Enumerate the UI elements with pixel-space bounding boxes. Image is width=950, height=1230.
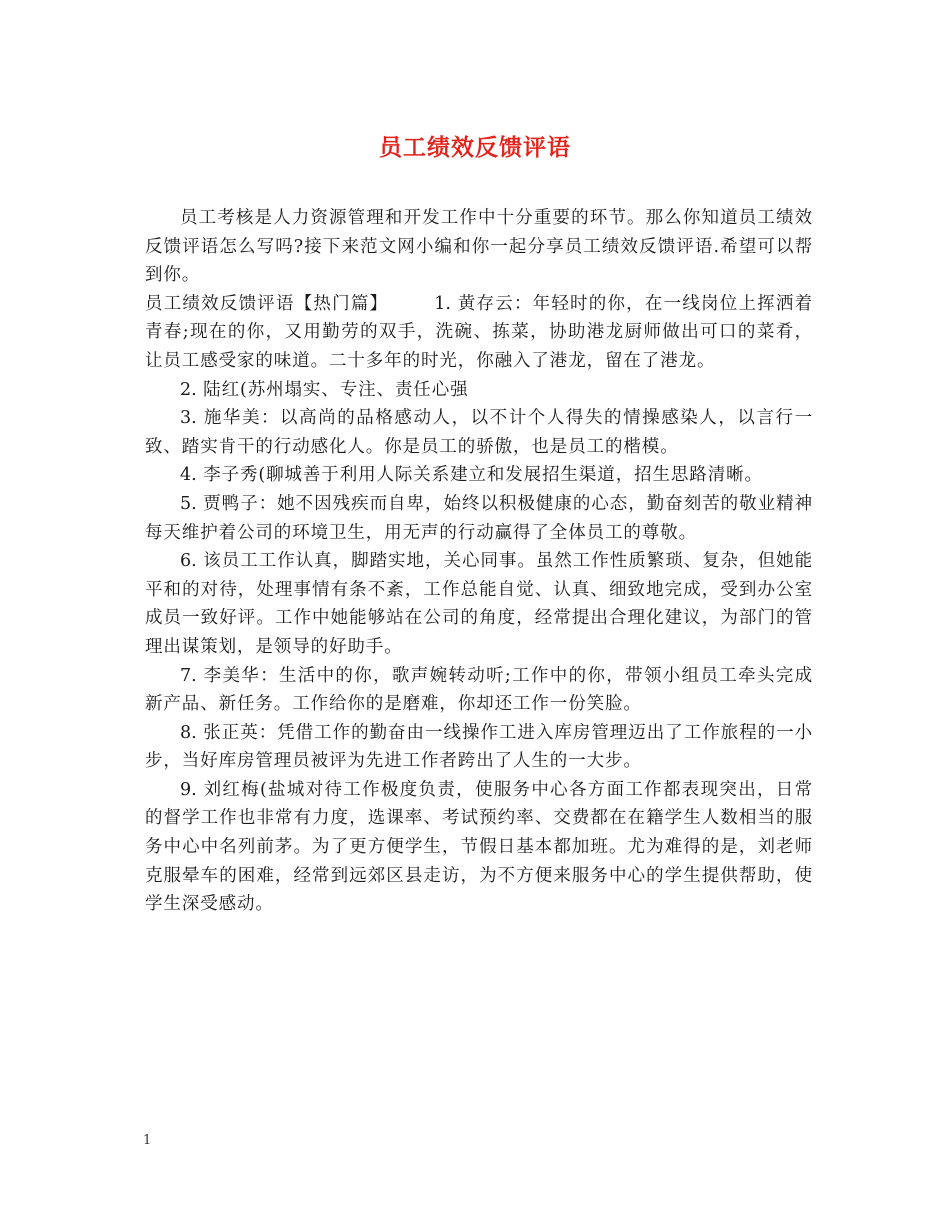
intro-paragraph: 员工考核是人力资源管理和开发工作中十分重要的环节。那么你知道员工绩效反馈评语怎么写吗?接下来范文网小编和你一起分享员工绩效反馈评语.希望可以帮到你。 xyxy=(145,208,813,286)
item-text: 该员工工作认真，脚踏实地，关心同事。虽然工作性质繁琐、复杂，但她能平和的对待，处理事情有条不紊，工作总能自觉、认真、细致地完成，受到办公室成员一致好评。工作中她能够站在公司的角度，经常提出合理化建议，为部门的管理出谋策划，是领导的好助手。 xyxy=(145,551,813,657)
item-number: 3. xyxy=(180,408,197,429)
item-text: 黄存云：年轻时的你，在一线岗位上挥洒着青春;现在的你，又用勤劳的双手，洗碗、拣菜，协助港龙厨师做出可口的菜肴，让员工感受家的味道。二十多年的时光，你融入了港龙，留在了港龙。 xyxy=(145,293,813,371)
item-number: 5. xyxy=(180,493,197,514)
item-text: 陆红(苏州塌实、专注、责任心强 xyxy=(203,379,469,400)
list-item xyxy=(145,404,813,461)
item-text: 张正英：凭借工作的勤奋由一线操作工进入库房管理迈出了工作旅程的一小步，当好库房管理员被评为先进工作者跨出了人生的一大步。 xyxy=(145,722,813,772)
list-item xyxy=(145,547,813,661)
item-number: 1. xyxy=(434,293,451,314)
item-number: 4. xyxy=(180,465,197,486)
list-item xyxy=(145,461,813,490)
section-first-paragraph xyxy=(145,290,813,376)
list-item xyxy=(145,776,813,919)
document-body xyxy=(145,204,813,919)
item-text: 李子秀(聊城善于利用人际关系建立和发展招生渠道，招生思路清晰。 xyxy=(203,465,763,486)
section-heading: 员工绩效反馈评语【热门篇】 xyxy=(145,293,389,314)
document-title: 员工绩效反馈评语 xyxy=(379,134,571,161)
item-number: 9. xyxy=(180,779,197,800)
item-text: 刘红梅(盐城对待工作极度负责，使服务中心各方面工作都表现突出，日常的督学工作也非常有力度，选课率、考试预约率、交费都在在籍学生人数相当的服务中心中名列前茅。为了更方便学生，节假日基本都加班。尤为难得的是，刘老师克服晕车的困难，经常到远郊区县走访，为不方便来服务中心的学生提供帮助，使学生深受感动。 xyxy=(145,779,813,915)
item-number: 8. xyxy=(180,722,197,743)
list-item xyxy=(145,490,813,547)
item-number: 7. xyxy=(180,665,197,686)
item-text: 贾鸭子：她不因残疾而自卑，始终以积极健康的心态，勤奋刻苦的敬业精神每天维护着公司的环境卫生，用无声的行动赢得了全体员工的尊敬。 xyxy=(145,493,813,543)
item-number: 6. xyxy=(180,551,197,572)
list-item xyxy=(145,376,813,405)
item-text: 施华美：以高尚的品格感动人，以不计个人得失的情操感染人，以言行一致、踏实肯干的行动感化人。你是员工的骄傲，也是员工的楷模。 xyxy=(145,408,813,457)
item-number: 2. xyxy=(180,379,197,400)
page-number: 1 xyxy=(143,1133,152,1148)
item-text: 李美华：生活中的你，歌声婉转动听;工作中的你，带领小组员工牵头完成新产品、新任务。工作给你的是磨难，你却还工作一份笑脸。 xyxy=(145,665,814,715)
list-item xyxy=(145,662,813,719)
list-item xyxy=(145,719,813,776)
